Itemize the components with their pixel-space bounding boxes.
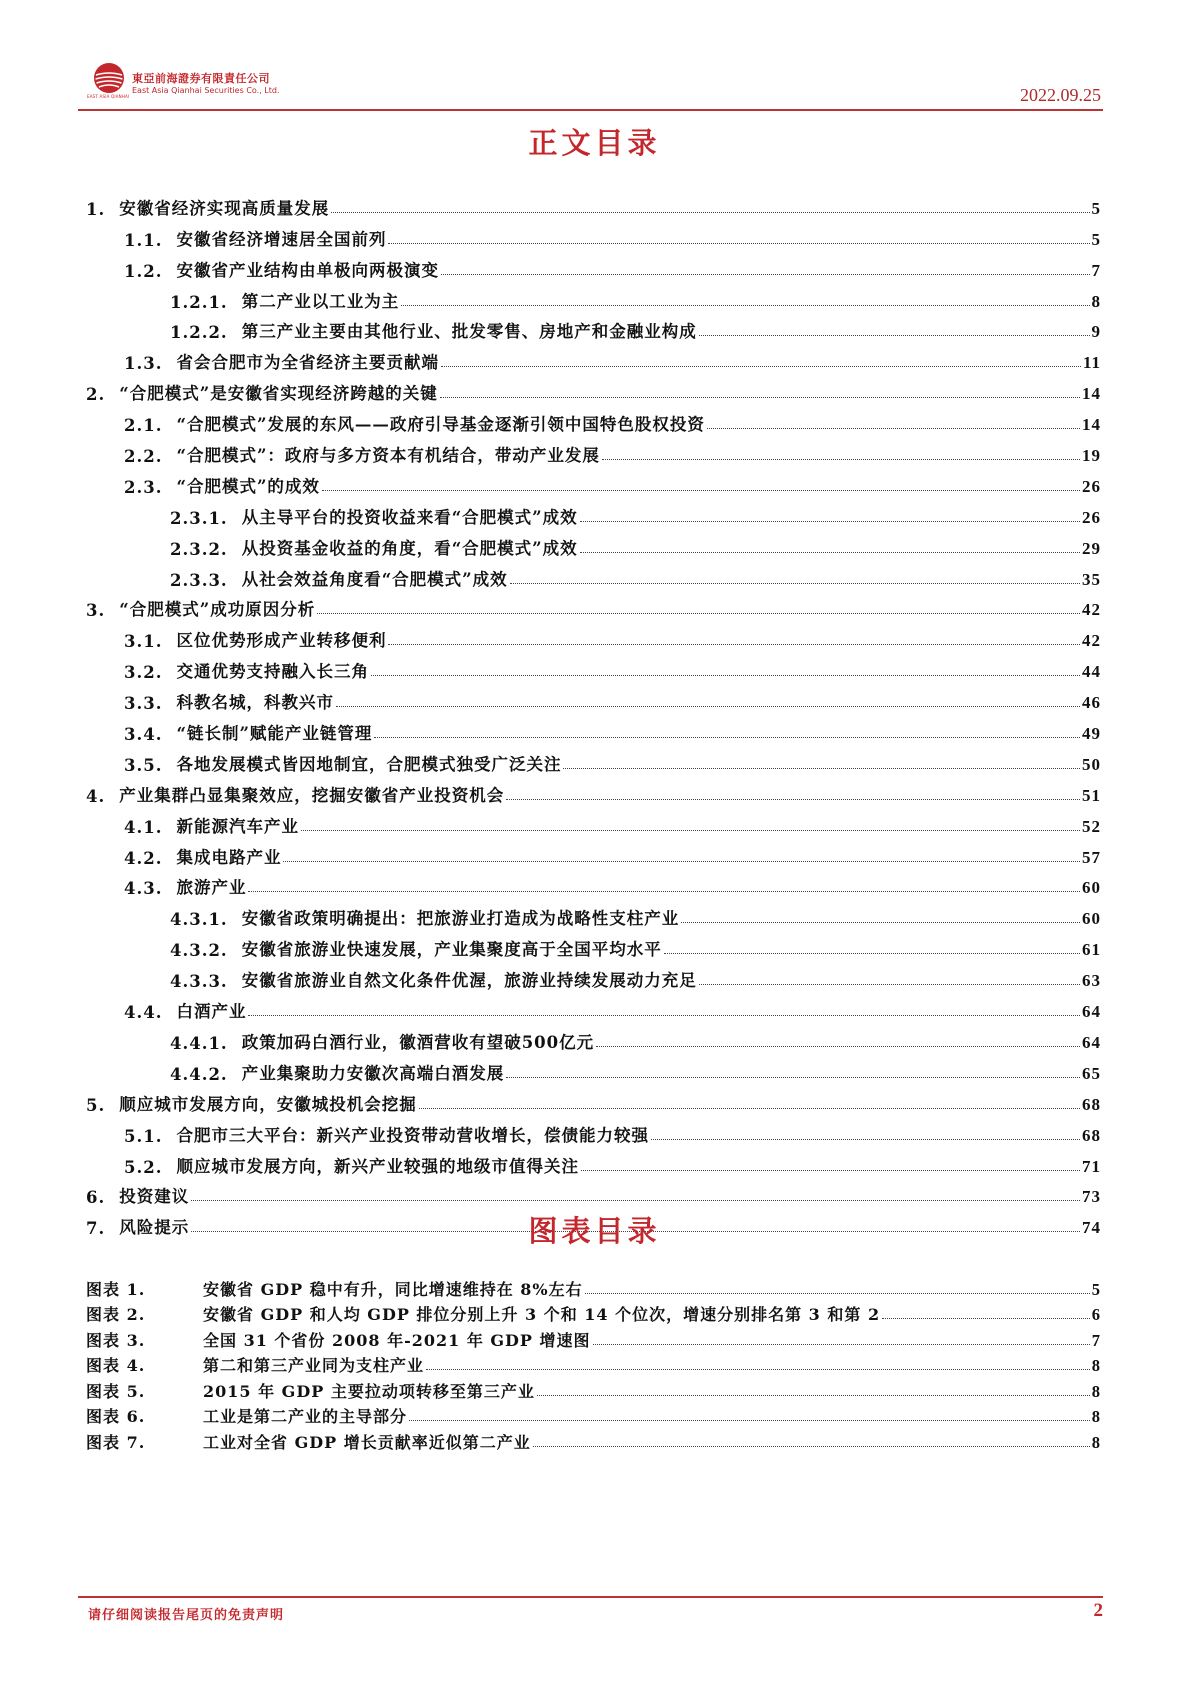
figures-title: 图表目录	[528, 1214, 661, 1248]
toc-entry-page: 35	[1082, 569, 1101, 589]
toc-entry-page: 29	[1082, 538, 1101, 558]
toc-entry-title: 顺应城市发展方向，新兴产业较强的地级市值得关注	[176, 1156, 579, 1176]
toc-leader-dots	[440, 397, 1080, 398]
toc-entry[interactable]	[86, 219, 1101, 250]
company-logo-icon	[93, 62, 125, 94]
toc-leader-dots	[336, 706, 1080, 707]
company-name-cn: 東亞前海證券有限責任公司	[132, 72, 270, 85]
toc-entry-page: 5	[1091, 198, 1101, 218]
toc-entry-page: 42	[1082, 600, 1101, 620]
toc-entry-number: 1.2.2.	[170, 323, 228, 343]
toc-entry[interactable]	[86, 1177, 1101, 1208]
toc-entry[interactable]	[86, 775, 1101, 806]
toc-entry-page: 11	[1082, 353, 1101, 373]
toc-entry[interactable]	[86, 713, 1101, 744]
toc-entry-page: 49	[1082, 724, 1101, 744]
figure-leader-dots	[409, 1420, 1090, 1421]
toc-entry-number: 2.3.3.	[170, 570, 228, 590]
toc-entry-title: 从社会效益角度看“合肥模式”成效	[241, 569, 508, 589]
figure-entry-label: 图表 4.	[86, 1356, 146, 1375]
toc-entry-number: 3.5.	[124, 755, 163, 775]
figure-entry[interactable]	[86, 1376, 1101, 1402]
toc-entry-number: 1.2.	[124, 261, 163, 281]
figure-entry-page: 7	[1091, 1330, 1101, 1350]
toc-entry-page: 64	[1082, 1002, 1101, 1022]
figure-leader-dots	[426, 1369, 1090, 1370]
toc-entry-title: 科教名城，科教兴市	[176, 693, 334, 713]
toc-leader-dots	[581, 1170, 1080, 1171]
toc-entry-number: 2.3.	[124, 477, 163, 497]
footer-divider	[78, 1596, 1103, 1598]
toc-entry-title: “合肥模式”发展的东风——政府引导基金逐渐引领中国特色股权投资	[176, 415, 705, 435]
toc-entry-title: 白酒产业	[176, 1002, 247, 1022]
figure-entry[interactable]	[86, 1300, 1101, 1326]
toc-entry-title: 旅游产业	[176, 878, 247, 898]
toc-entry-number: 4.4.	[124, 1003, 163, 1023]
toc-leader-dots	[506, 799, 1080, 800]
toc-entry[interactable]	[86, 559, 1101, 590]
toc-entry-title: 风险提示	[119, 1218, 190, 1238]
toc-entry-page: 14	[1082, 384, 1101, 404]
toc-entry-number: 4.1.	[124, 817, 163, 837]
figure-entry-label: 图表 5.	[86, 1381, 146, 1401]
toc-entry-page: 46	[1082, 693, 1101, 713]
toc-entry-number: 6.	[86, 1188, 106, 1208]
toc-entry-number: 1.1.	[124, 230, 163, 250]
toc-entry-number: 2.2.	[124, 447, 163, 467]
toc-entry-title: 集成电路产业	[176, 847, 282, 867]
figure-entry-title: 工业对全省 GDP 增长贡献率近似第二产业	[203, 1432, 531, 1452]
toc-entry-title: 合肥市三大平台：新兴产业投资带动营收增长，偿债能力较强	[176, 1125, 649, 1145]
figure-entry-title: 安徽省 GDP 和人均 GDP 排位分别上升 3 个和 14 个位次，增速分别排名第 3 和第 2	[203, 1305, 881, 1324]
toc-entry[interactable]	[86, 960, 1101, 991]
toc-entry-number: 4.4.1.	[170, 1033, 228, 1053]
toc-entry-page: 52	[1082, 816, 1101, 836]
toc-entry-number: 3.	[86, 601, 106, 621]
figure-entry-label: 图表 1.	[86, 1279, 146, 1299]
toc-leader-dots	[580, 521, 1080, 522]
figure-entry[interactable]	[86, 1402, 1101, 1428]
figure-entry-label: 图表 7.	[86, 1432, 146, 1452]
figure-entry-title: 全国 31 个省份 2008 年-2021 年 GDP 增速图	[203, 1330, 591, 1350]
toc-entry-number: 3.4.	[124, 725, 163, 745]
figure-entry[interactable]	[86, 1351, 1101, 1377]
toc-leader-dots	[699, 984, 1080, 985]
figure-entry-label: 图表 3.	[86, 1330, 146, 1350]
toc-leader-dots	[322, 490, 1080, 491]
toc-entry-title: 安徽省政策明确提出：把旅游业打造成为战略性支柱产业	[241, 909, 680, 929]
toc-entry-title: 安徽省旅游业快速发展，产业集聚度高于全国平均水平	[241, 940, 662, 960]
toc-entry-number: 1.	[86, 199, 106, 219]
toc-leader-dots	[388, 243, 1089, 244]
figure-entry-page: 6	[1091, 1305, 1101, 1324]
toc-leader-dots	[401, 305, 1089, 306]
toc-entry-page: 51	[1082, 785, 1101, 805]
company-name-en: East Asia Qianhai Securities Co., Ltd.	[132, 86, 280, 95]
logo-caption: EAST ASIA QIANHAI	[87, 94, 130, 99]
toc-entry-number: 2.3.2.	[170, 539, 228, 559]
toc-leader-dots	[388, 644, 1080, 645]
toc-leader-dots	[707, 428, 1080, 429]
toc-leader-dots	[248, 1015, 1080, 1016]
page-header	[78, 58, 1103, 110]
toc-entry[interactable]	[86, 1115, 1101, 1146]
figure-entry-page: 8	[1091, 1432, 1101, 1452]
toc-entry-page: 19	[1082, 446, 1101, 466]
toc-entry[interactable]	[86, 497, 1101, 528]
toc-leader-dots	[374, 737, 1080, 738]
toc-entry[interactable]	[86, 590, 1101, 621]
figure-entry-page: 8	[1091, 1381, 1101, 1401]
toc-entry-title: 从主导平台的投资收益来看“合肥模式”成效	[241, 507, 578, 527]
toc-leader-dots	[580, 552, 1080, 553]
toc-entry-number: 7.	[86, 1219, 106, 1239]
toc-entry[interactable]	[86, 837, 1101, 868]
figure-entry-label: 图表 2.	[86, 1305, 146, 1324]
toc-entry-title: 产业集群凸显集聚效应，挖掘安徽省产业投资机会	[119, 785, 505, 805]
page-number: 2	[1093, 1600, 1103, 1621]
toc-leader-dots	[651, 1139, 1080, 1140]
figure-entry-title: 2015 年 GDP 主要拉动项转移至第三产业	[203, 1381, 535, 1401]
figure-entry-page: 5	[1091, 1279, 1101, 1299]
toc-entry[interactable]	[86, 466, 1101, 497]
figure-leader-dots	[882, 1318, 1090, 1319]
toc-leader-dots	[248, 891, 1080, 892]
toc-entry-number: 4.	[86, 786, 106, 806]
toc-entry-title: 各地发展模式皆因地制宜，合肥模式独受广泛关注	[176, 754, 562, 774]
figure-leader-dots	[533, 1446, 1090, 1447]
toc-entry-title: 投资建议	[119, 1187, 190, 1207]
toc-entry[interactable]	[86, 682, 1101, 713]
figure-entry[interactable]	[86, 1325, 1101, 1351]
toc-entry[interactable]	[86, 1146, 1101, 1177]
toc-leader-dots	[441, 274, 1090, 275]
toc-leader-dots	[563, 768, 1080, 769]
footer-disclaimer: 请仔细阅读报告尾页的免责声明	[88, 1608, 285, 1623]
toc-leader-dots	[191, 1200, 1080, 1201]
toc-entry-page: 65	[1082, 1063, 1101, 1083]
toc-leader-dots	[510, 583, 1080, 584]
toc-leader-dots	[664, 953, 1080, 954]
figure-entry-label: 图表 6.	[86, 1407, 146, 1426]
toc-leader-dots	[596, 1046, 1080, 1047]
toc-entry-number: 5.1.	[124, 1126, 163, 1146]
toc-entry-title: 交通优势支持融入长三角	[176, 662, 369, 682]
figure-entry[interactable]	[86, 1274, 1101, 1300]
toc-entry-number: 5.2.	[124, 1157, 163, 1177]
report-date: 2022.09.25	[1020, 85, 1101, 105]
toc-entry-number: 2.1.	[124, 416, 163, 436]
toc-entry-page: 5	[1091, 229, 1101, 249]
toc-entry-page: 73	[1082, 1187, 1101, 1207]
toc-leader-dots	[441, 366, 1081, 367]
figures-list	[86, 1274, 1101, 1453]
toc-leader-dots	[506, 1077, 1080, 1078]
toc-entry[interactable]	[86, 342, 1101, 373]
figure-leader-dots	[537, 1395, 1090, 1396]
toc-leader-dots	[371, 675, 1080, 676]
toc-entry-title: 省会合肥市为全省经济主要贡献端	[176, 353, 439, 373]
toc-entry-title: “合肥模式”的成效	[176, 476, 320, 496]
toc-leader-dots	[317, 613, 1080, 614]
toc-entry-page: 42	[1082, 631, 1101, 651]
toc-entry-number: 1.3.	[124, 354, 163, 374]
toc-entry[interactable]	[86, 404, 1101, 435]
toc-entry[interactable]	[86, 281, 1101, 312]
toc-entry-title: 安徽省经济增速居全国前列	[176, 229, 387, 249]
toc-entry-page: 60	[1082, 909, 1101, 929]
toc-entry[interactable]	[86, 435, 1101, 466]
figure-leader-dots	[593, 1344, 1090, 1345]
toc-entry-page: 7	[1091, 260, 1101, 280]
toc-leader-dots	[331, 212, 1089, 213]
toc-entry[interactable]	[86, 898, 1101, 929]
toc-entry-page: 57	[1082, 847, 1101, 867]
toc-entry[interactable]	[86, 744, 1101, 775]
toc-entry-number: 3.3.	[124, 694, 163, 714]
toc-entry-page: 61	[1082, 940, 1101, 960]
toc-entry-title: 从投资基金收益的角度，看“合肥模式”成效	[241, 538, 578, 558]
toc-entry-title: 新能源汽车产业	[176, 816, 299, 836]
toc-entry-page: 14	[1082, 415, 1101, 435]
toc-entry-title: “合肥模式”：政府与多方资本有机结合，带动产业发展	[176, 446, 600, 466]
toc-entry[interactable]	[86, 651, 1101, 682]
toc-entry-title: 安徽省产业结构由单极向两极演变	[176, 260, 439, 280]
figure-leader-dots	[585, 1293, 1090, 1294]
figure-entry[interactable]	[86, 1427, 1101, 1453]
toc-entry-title: 第二产业以工业为主	[241, 291, 400, 311]
toc-entry[interactable]	[86, 806, 1101, 837]
toc-title: 正文目录	[528, 126, 661, 160]
figure-entry-page: 8	[1091, 1356, 1101, 1375]
toc-entry[interactable]	[86, 373, 1101, 404]
toc-entry-number: 5.	[86, 1095, 106, 1115]
toc-entry-number: 3.1.	[124, 632, 163, 652]
toc-entry-page: 9	[1091, 322, 1101, 342]
toc-entry-page: 68	[1082, 1125, 1101, 1145]
toc-entry[interactable]	[86, 868, 1101, 899]
toc-entry-number: 4.3.1.	[170, 910, 228, 930]
toc-entry[interactable]	[86, 1084, 1101, 1115]
toc-entry-page: 50	[1082, 754, 1101, 774]
toc-leader-dots	[699, 335, 1090, 336]
toc-entry-page: 60	[1082, 878, 1101, 898]
toc-entry-title: 安徽省旅游业自然文化条件优渥，旅游业持续发展动力充足	[241, 971, 697, 991]
figure-entry-page: 8	[1091, 1407, 1101, 1426]
toc-leader-dots	[681, 922, 1080, 923]
toc-entry-page: 71	[1082, 1156, 1101, 1176]
toc-entry-title: “合肥模式”成功原因分析	[119, 600, 316, 620]
toc-entry-title: 区位优势形成产业转移便利	[176, 631, 387, 651]
toc-entry[interactable]	[86, 250, 1101, 281]
toc-entry-title: 产业集聚助力安徽次高端白酒发展	[241, 1063, 505, 1083]
toc-entry-page: 26	[1082, 476, 1101, 496]
toc-entry[interactable]	[86, 929, 1101, 960]
figure-entry-title: 工业是第二产业的主导部分	[203, 1407, 408, 1426]
toc-leader-dots	[419, 1108, 1080, 1109]
toc-entry-page: 26	[1082, 507, 1101, 527]
toc-entry-number: 4.2.	[124, 848, 163, 868]
figure-entry-title: 安徽省 GDP 稳中有升，同比增速维持在 8%左右	[203, 1279, 583, 1299]
toc-entry-page: 8	[1091, 291, 1101, 311]
toc-entry-title: 第三产业主要由其他行业、批发零售、房地产和金融业构成	[241, 322, 697, 342]
toc-entry-page: 64	[1082, 1032, 1101, 1052]
toc-entry-page: 74	[1082, 1218, 1101, 1238]
toc-entry-number: 2.	[86, 385, 106, 405]
toc-entry-title: “合肥模式”是安徽省实现经济跨越的关键	[119, 384, 438, 404]
toc-leader-dots	[301, 830, 1080, 831]
toc-entry[interactable]	[86, 1053, 1101, 1084]
toc-entry-number: 4.3.3.	[170, 972, 228, 992]
header-divider	[78, 109, 1103, 111]
toc-entry[interactable]	[86, 1022, 1101, 1053]
figure-entry-title: 第二和第三产业同为支柱产业	[203, 1356, 425, 1375]
toc-list	[86, 188, 1101, 1238]
toc-entry-number: 4.3.2.	[170, 941, 228, 961]
toc-entry[interactable]	[86, 528, 1101, 559]
toc-leader-dots	[602, 459, 1080, 460]
toc-entry-number: 1.2.1.	[170, 292, 228, 312]
toc-entry-page: 68	[1082, 1094, 1101, 1114]
toc-entry[interactable]	[86, 620, 1101, 651]
toc-entry[interactable]	[86, 188, 1101, 219]
toc-entry-number: 3.2.	[124, 663, 163, 683]
toc-entry-number: 4.3.	[124, 879, 163, 899]
toc-entry-page: 44	[1082, 662, 1101, 682]
toc-entry[interactable]	[86, 312, 1101, 343]
toc-entry-title: “链长制”赋能产业链管理	[176, 724, 373, 744]
toc-entry-number: 2.3.1.	[170, 508, 228, 528]
toc-entry[interactable]	[86, 991, 1101, 1022]
toc-leader-dots	[283, 861, 1080, 862]
toc-entry-title: 安徽省经济实现高质量发展	[119, 198, 330, 218]
toc-entry-title: 顺应城市发展方向，安徽城投机会挖掘	[119, 1094, 417, 1114]
toc-entry-number: 4.4.2.	[170, 1064, 228, 1084]
toc-entry-title: 政策加码白酒行业，徽酒营收有望破500亿元	[241, 1032, 595, 1052]
toc-entry-page: 63	[1082, 971, 1101, 991]
